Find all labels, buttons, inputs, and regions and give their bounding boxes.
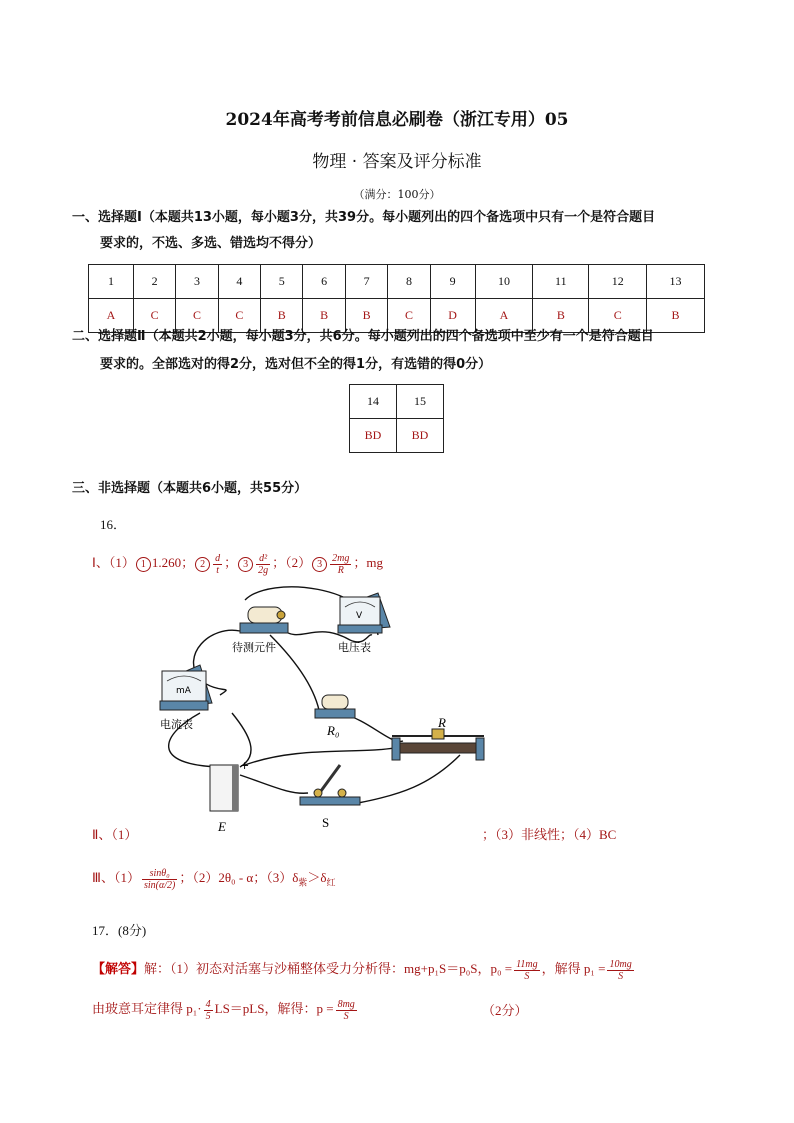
answer-table-1: [88, 264, 705, 333]
question-number-cell: 7: [345, 265, 387, 299]
answer-cell: BD: [397, 419, 444, 453]
battery-plus: +: [240, 759, 250, 772]
question-number-cell: 9: [430, 265, 475, 299]
frac-sin-theta0: $\frac{\text{sinθ₀}}{\sin(\alpha/2)}$: [143, 867, 176, 891]
answer-cell: C: [133, 299, 175, 333]
svg-text:V: V: [356, 611, 363, 621]
answer-cell: B: [647, 299, 705, 333]
answer-cell: BD: [350, 419, 397, 453]
q16-part2-prefix: Ⅱ、（1）: [92, 827, 138, 842]
frac-2mg-over-R: $\frac{2mg}{R}$: [332, 552, 350, 576]
page-title: 2024年高考考前信息必刷卷（浙江专用）05: [225, 110, 569, 130]
section2-heading-line2: 要求的。全部选对的得2分，选对但不全的得1分，有选错的得0分）: [100, 357, 492, 372]
frac-d-over-t: $\frac{d}{t}$: [215, 552, 221, 576]
frac-11mg-over-s: $\frac{11mg}{S}$: [516, 958, 538, 982]
page-subtitle: 物理 · 答案及评分标准: [312, 152, 482, 172]
question-16-number: 16．: [100, 517, 127, 532]
question-number-cell: 13: [647, 265, 705, 299]
section3-heading: 三、非选择题（本题共6小题，共55分）: [72, 481, 308, 496]
answer-cell: C: [589, 299, 647, 333]
q16-val1: 1.260；: [151, 555, 195, 570]
circuit-diagram: [140, 585, 520, 834]
voltmeter-label: 电压表: [338, 641, 371, 654]
question-number-cell: 12: [589, 265, 647, 299]
q16-part1-prefix: Ⅰ、（1）: [92, 555, 135, 570]
question-number-cell: 8: [388, 265, 430, 299]
answer-cell: B: [261, 299, 303, 333]
switch: [300, 765, 360, 805]
question-number-cell: 14: [350, 385, 397, 419]
dut-component: [240, 607, 288, 633]
q16-part1: Ⅰ、（1） 1 1.260； 2 $\frac{d}{t}$ ； 3 $\frac{\text{d²}}{2g}$ ；（2） 3 $\frac{2mg}{R}$ ；mg: [92, 552, 383, 576]
rheostat-r: [392, 729, 484, 760]
question-number-cell: 10: [475, 265, 533, 299]
resistor-r0: [315, 695, 355, 718]
r0-label: R₀: [327, 723, 340, 738]
question-number-cell: 5: [261, 265, 303, 299]
question-number-cell: 3: [176, 265, 218, 299]
section2-heading-line1: 二、选择题Ⅱ（本题共2小题，每小题3分，共6分。每小题列出的四个备选项中至少有一个是符合题目: [72, 329, 654, 344]
question-number-cell: 4: [218, 265, 260, 299]
q17-line1: 【解答】解：（1）初态对活塞与沙桶整体受力分析得：mg+p₁S＝p₀S，p₀ = $\frac{11mg}{S}$ ，解得 p₁ = $\frac{10mg}{S}$: [92, 958, 632, 982]
q16-part3: Ⅲ、（1） $\frac{\text{sinθ₀}}{\sin(\alpha/2)}$ ；（2）2θ₀ - α；$(3)\delta_紫>\delta_红$: [92, 867, 336, 891]
q17-line2: 由玻意耳定律得 p₁· $\frac{4}{5}$ LS＝pLS，解得：p = $\frac{8mg}{S}$: [92, 998, 355, 1022]
section1-heading-line1: 一、选择题Ⅰ（本题共13小题，每小题3分，共39分。每小题列出的四个备选项中只有一个是符合题目: [72, 210, 656, 225]
question-17-number: 17．(8分): [92, 923, 147, 938]
full-score: （满分：100分）: [353, 188, 441, 201]
answer-cell: B: [345, 299, 387, 333]
question-number-cell: 1: [89, 265, 134, 299]
switch-label: S: [322, 815, 330, 830]
answer-cell: A: [89, 299, 134, 333]
answer-cell: C: [218, 299, 260, 333]
section1-heading-line2: 要求的，不选、多选、错选均不得分）: [100, 236, 322, 251]
question-number-cell: 6: [303, 265, 345, 299]
q17-score: （2分）: [482, 1003, 528, 1018]
answer-cell: B: [533, 299, 589, 333]
answer-tag: 【解答】: [92, 961, 145, 976]
question-number-cell: 11: [533, 265, 589, 299]
battery-label: E: [218, 819, 226, 834]
question-number-cell: 15: [397, 385, 444, 419]
question-number-cell: 2: [133, 265, 175, 299]
frac-8mg-over-s: $\frac{8mg}{S}$: [337, 998, 355, 1022]
r-label: R: [438, 715, 446, 730]
circle-1: 1: [136, 557, 151, 572]
circle-4: 3: [312, 557, 327, 572]
dut-label: 待测元件: [232, 641, 276, 654]
answer-cell: C: [388, 299, 430, 333]
answer-cell: B: [303, 299, 345, 333]
frac-4-over-5: $\frac{4}{5}$: [205, 998, 211, 1022]
answer-cell: D: [430, 299, 475, 333]
frac-d2-over-2g: $\frac{\text{d²}}{2g}$: [258, 552, 269, 576]
frac-10mg-over-s: $\frac{10mg}{S}$: [609, 958, 632, 982]
ammeter: [160, 665, 212, 710]
answer-table-2: [349, 384, 444, 453]
q16-part2-tail: ；（3）非线性；（4）BC: [482, 827, 617, 842]
circle-2: 2: [195, 557, 210, 572]
ammeter-label: 电流表: [160, 718, 193, 731]
answer-cell: A: [475, 299, 533, 333]
battery: [210, 765, 238, 811]
svg-text:mA: mA: [176, 686, 191, 696]
circle-3: 3: [238, 557, 253, 572]
answer-cell: C: [176, 299, 218, 333]
voltmeter: [338, 593, 390, 633]
